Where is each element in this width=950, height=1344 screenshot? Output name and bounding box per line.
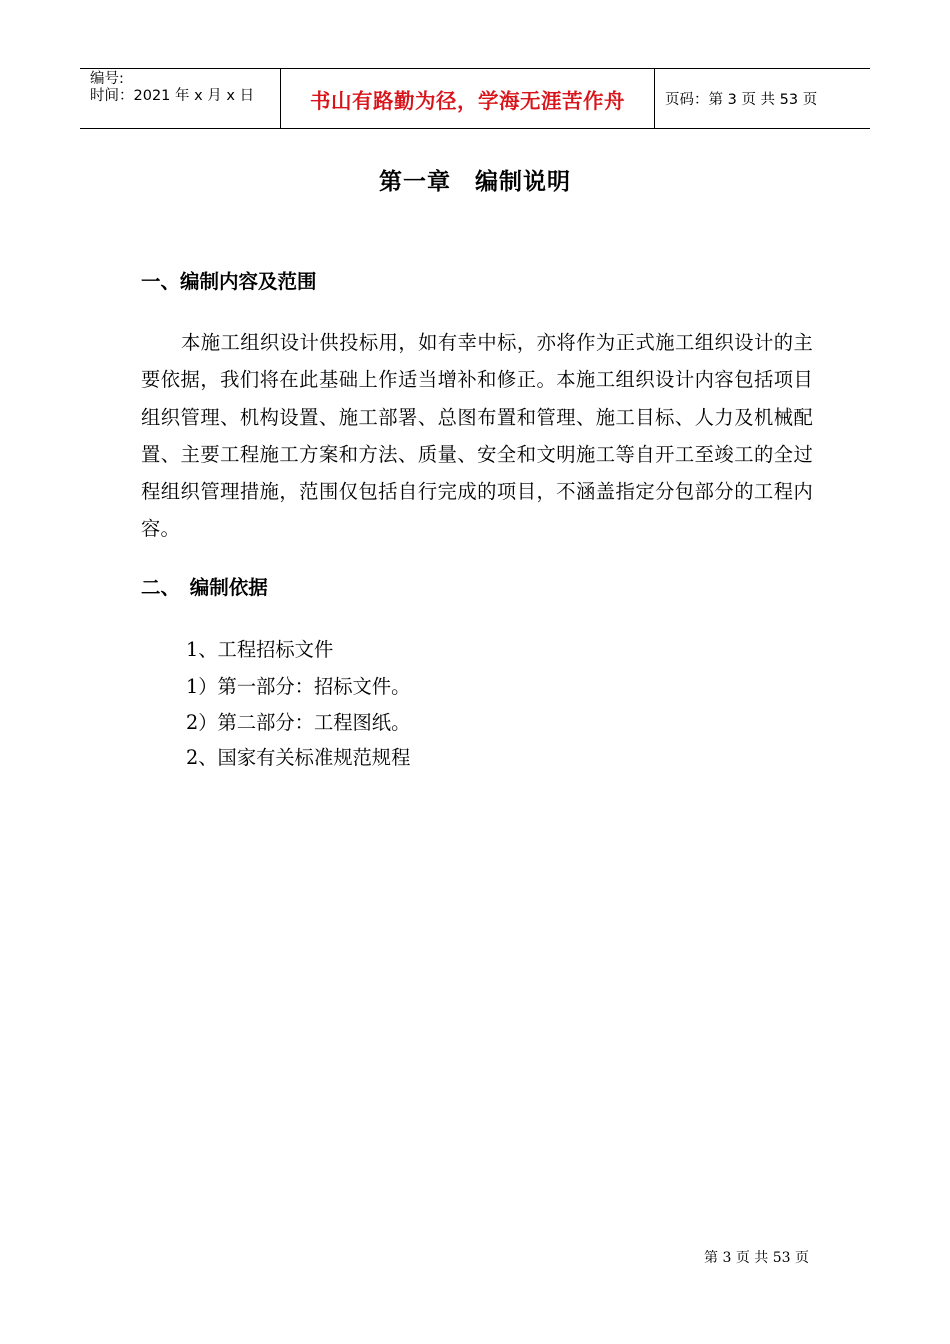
document-number-label: 编号: (90, 71, 124, 87)
document-date-label: 时间：2021 年 x 月 x 日 (90, 88, 255, 104)
list-item: 1、工程招标文件 (186, 638, 334, 661)
header-page-number: 页码：第 3 页 共 53 页 (665, 92, 818, 108)
section-heading-basis: 二、 编制依据 (141, 576, 268, 599)
footer-page-number: 第 3 页 共 53 页 (704, 1250, 809, 1266)
header-page-cell (655, 69, 870, 128)
header-meta-cell (80, 69, 281, 128)
header-motto: 书山有路勤为径，学海无涯苦作舟 (310, 88, 625, 113)
list-item: 2、国家有关标准规范规程 (186, 746, 411, 769)
list-item: 1）第一部分：招标文件。 (186, 675, 411, 698)
section-heading-scope: 一、编制内容及范围 (141, 270, 317, 293)
chapter-title: 第一章 编制说明 (379, 168, 571, 195)
scope-paragraph: 本施工组织设计供投标用，如有幸中标，亦将作为正式施工组织设计的主要依据，我们将在此基础上作适当增补和修正。本施工组织设计内容包括项目组织管理、机构设置、施工部署、总图布置和管理、施工目标、人力及机械配置、主要工程施工方案和方法、质量、安全和文明施工等自开工至竣工的全过程组织管理措施，范围仅包括自行完成的项目，不涵盖指定分包部分的工程内容。 (141, 331, 813, 541)
page-header (80, 68, 870, 129)
list-item: 2）第二部分：工程图纸。 (186, 711, 411, 734)
header-motto-cell (281, 69, 655, 128)
